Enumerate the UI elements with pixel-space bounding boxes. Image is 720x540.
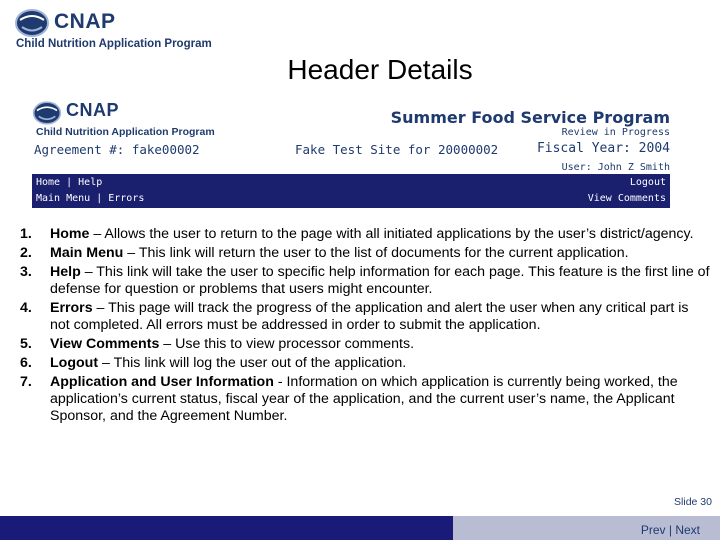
- home-link[interactable]: Home: [36, 177, 61, 188]
- fiscal-year: Fiscal Year: 2004: [536, 141, 670, 156]
- item-term: Logout: [50, 355, 99, 371]
- application-status: Review in Progress: [561, 127, 670, 138]
- item-number: 4.: [20, 300, 32, 316]
- list-item: [20, 226, 710, 243]
- item-text: – This link will return the user to the list of documents for the current application.: [123, 245, 629, 261]
- logo-name: CNAP: [54, 10, 116, 33]
- item-term: Help: [50, 264, 81, 280]
- item-number: 6.: [20, 355, 32, 371]
- bottom-bar: [0, 516, 720, 540]
- app-cnap-logo: [32, 100, 232, 140]
- app-navbar: [32, 174, 670, 208]
- app-header-screenshot: [28, 96, 674, 214]
- list-item: [20, 300, 710, 334]
- prev-link[interactable]: Prev: [640, 523, 666, 537]
- app-logo-subtitle: Child Nutrition Application Program: [36, 126, 215, 138]
- globe-logo-icon: [14, 8, 50, 38]
- app-logo-name: CNAP: [66, 100, 120, 120]
- nav-separator: |: [60, 177, 79, 188]
- nav-separator: |: [90, 193, 109, 204]
- item-text: – This link will take the user to specific help information for each page. This feature is the first line of defense for question or problems that users might encounter.: [50, 264, 710, 297]
- item-text: - Information on which application is currently being worked, the application’s current status, fiscal year of the application, and the current user’s name, the Applicant Sponsor, and the Agreement Number.: [50, 374, 678, 424]
- program-title: Summer Food Service Program: [390, 108, 670, 127]
- item-term: Application and User Information: [50, 374, 274, 390]
- globe-logo-icon: [32, 100, 62, 126]
- bottom-bar-left: [0, 516, 453, 540]
- help-link[interactable]: Help: [78, 177, 103, 188]
- list-item: [20, 355, 710, 372]
- next-link[interactable]: Next: [675, 523, 700, 537]
- slide-number: Slide 30: [674, 496, 712, 508]
- slide-nav: [641, 523, 700, 537]
- list-item: [20, 336, 710, 353]
- bottom-bar-right: [453, 516, 720, 540]
- item-text: – This link will log the user out of the application.: [98, 355, 407, 371]
- nav-row-1: [36, 177, 102, 188]
- nav-row-2: [36, 193, 144, 204]
- item-number: 2.: [20, 245, 32, 261]
- slide-title: Header Details: [287, 54, 473, 85]
- list-item: [20, 245, 710, 262]
- item-text: – This page will track the progress of the application and alert the user when any critical part is not completed. All errors must be addressed in order to submit the application.: [50, 300, 689, 333]
- application-info-row: [30, 141, 670, 161]
- item-text: – Allows the user to return to the page with all initiated applications by the user’s district/agency.: [89, 226, 694, 242]
- view-comments-link[interactable]: View Comments: [587, 193, 666, 204]
- item-number: 7.: [20, 374, 32, 390]
- cnap-logo: [14, 8, 224, 52]
- item-number: 1.: [20, 226, 32, 242]
- main-menu-link[interactable]: Main Menu: [36, 193, 91, 204]
- item-number: 5.: [20, 336, 32, 352]
- item-term: Errors: [50, 300, 93, 316]
- item-term: Home: [50, 226, 90, 242]
- logo-subtitle: Child Nutrition Application Program: [16, 38, 212, 50]
- nav-separator: |: [665, 523, 676, 537]
- list-item: [20, 264, 710, 298]
- item-number: 3.: [20, 264, 32, 280]
- item-term: Main Menu: [50, 245, 124, 261]
- item-term: View Comments: [50, 336, 160, 352]
- list-item: [20, 374, 710, 425]
- header-details-list: [20, 226, 710, 427]
- site-name: Fake Test Site for 20000002: [295, 142, 499, 157]
- agreement-number: Agreement #: fake00002: [34, 142, 200, 157]
- errors-link[interactable]: Errors: [108, 193, 145, 204]
- item-text: – Use this to view processor comments.: [159, 336, 415, 352]
- current-user: User: John Z Smith: [561, 162, 670, 173]
- logout-link[interactable]: Logout: [629, 177, 666, 188]
